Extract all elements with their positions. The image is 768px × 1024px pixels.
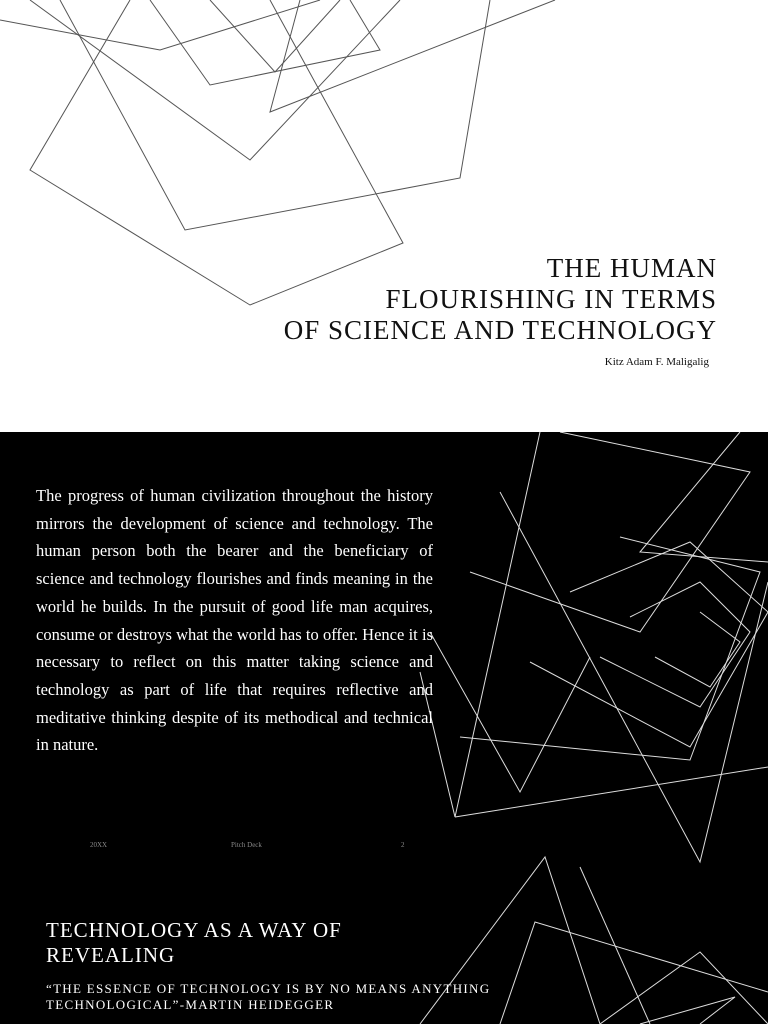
presentation-title — [284, 253, 717, 346]
title-line-3: OF SCIENCE AND TECHNOLOGY — [283, 315, 717, 345]
author-name: Kitz Adam F. Maligalig — [604, 356, 709, 368]
deco-line — [420, 432, 540, 817]
deco-line — [0, 0, 320, 50]
footer-date: 20XX — [90, 841, 108, 849]
deco-line — [600, 582, 750, 707]
title-slide — [0, 0, 768, 432]
content-slide — [0, 432, 768, 1024]
section-heading: TECHNOLOGY AS A WAY OF REVEALING — [46, 918, 342, 967]
page-number: 2 — [401, 841, 405, 849]
body-paragraph: The progress of human civilization throughout the history mirrors the development of science and technology. The human person both the bearer and the beneficiary of science and technology flourishes and finds meaning in the world he builds. In the pursuit of good life man acquires, consume or destroys what the world has to offer. Hence it is necessary to reflect on this matter taking science and technology as part of life that requires reflective and meditative thinking despite of its methodical and technical in nature. — [36, 486, 433, 755]
deco-line — [530, 542, 768, 747]
deco-line — [655, 612, 740, 687]
deco-line — [600, 952, 768, 1024]
footer-label: Pitch Deck — [231, 841, 262, 849]
deco-line — [640, 432, 768, 562]
deco-line — [430, 632, 590, 792]
heidegger-quote: “THE ESSENCE OF TECHNOLOGY IS BY NO MEANS ANYTHING TECHNOLOGICAL”-MARTIN HEIDEGGER — [46, 981, 491, 1012]
deco-line — [470, 432, 750, 632]
title-line-1: THE HUMAN — [546, 253, 717, 283]
deco-line — [455, 767, 768, 817]
deco-line — [60, 0, 490, 230]
deco-line — [210, 0, 340, 72]
deco-line — [270, 0, 555, 112]
deco-line — [500, 492, 768, 862]
deco-line — [460, 537, 760, 760]
deco-line — [640, 997, 735, 1024]
title-line-2: FLOURISHING IN TERMS — [385, 284, 717, 314]
deco-line — [580, 867, 650, 1024]
